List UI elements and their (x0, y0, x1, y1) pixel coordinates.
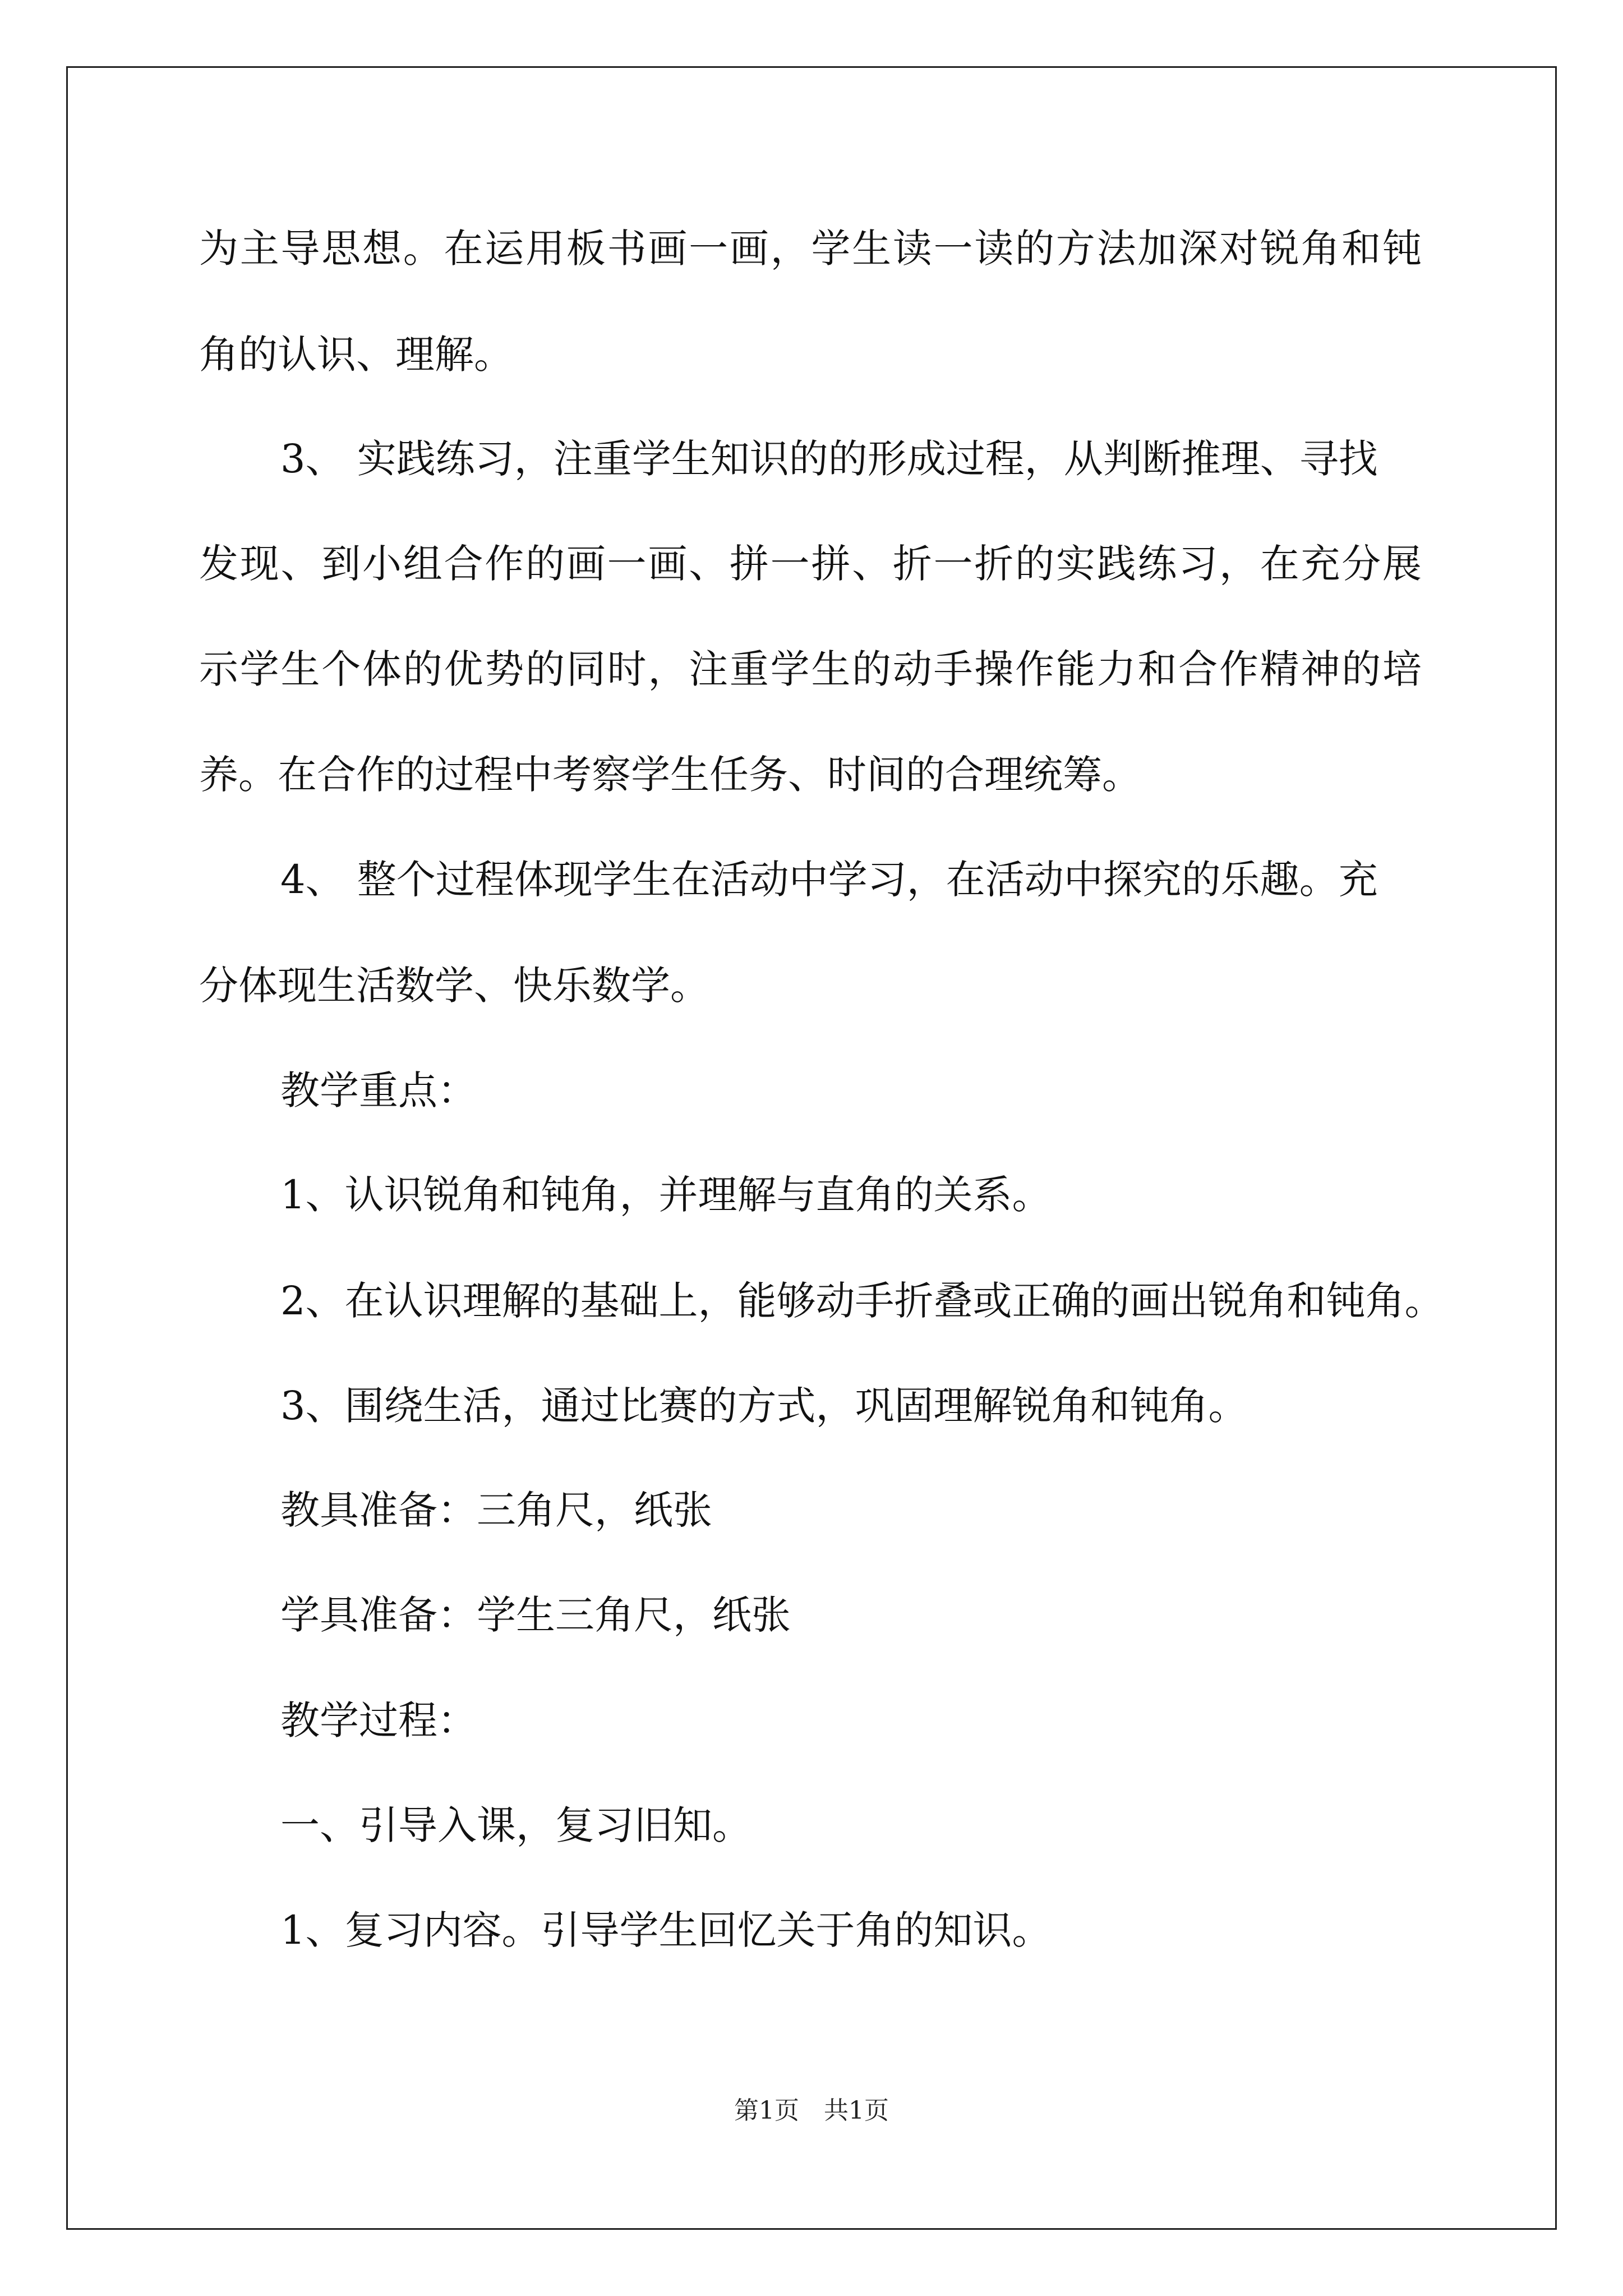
body-text-line-2: 角的认识、理解。 (199, 332, 513, 378)
body-text-line-6: 养。在合作的过程中考察学生任务、时间的合理统筹。 (199, 752, 1141, 798)
student-tools-line: 学具准备：学生三角尺，纸张 (280, 1592, 791, 1638)
section-heading-teaching-focus: 教学重点： (280, 1068, 477, 1114)
body-text-line-4: 发现、到小组合作的画一画、拼一拼、折一折的实践练习，在充分展 (199, 541, 1422, 587)
focus-item-2: 2、在认识理解的基础上，能够动手折叠或正确的画出锐角和钝角。 (280, 1278, 1444, 1324)
process-step-1: 一、引导入课，复习旧知。 (280, 1802, 751, 1848)
teaching-aids-line: 教具准备：三角尺，纸张 (280, 1487, 712, 1533)
body-text-line-5: 示学生个体的优势的同时，注重学生的动手操作能力和合作精神的培 (199, 646, 1422, 692)
body-text-line-1: 为主导思想。在运用板书画一画，学生读一读的方法加深对锐角和钝 (199, 226, 1422, 272)
focus-item-3: 3、围绕生活，通过比赛的方式，巩固理解锐角和钝角。 (280, 1383, 1248, 1429)
page-footer: 第1页 共1页 (734, 2096, 889, 2125)
body-text-line-7: 4、 整个过程体现学生在活动中学习，在活动中探究的乐趣。充 (280, 857, 1378, 903)
focus-item-1: 1、认识锐角和钝角，并理解与直角的关系。 (280, 1172, 1052, 1218)
body-text-line-8: 分体现生活数学、快乐数学。 (199, 963, 709, 1009)
section-heading-teaching-process: 教学过程： (280, 1697, 477, 1743)
body-text-line-3: 3、 实践练习，注重学生知识的的形成过程，从判断推理、寻找 (280, 436, 1378, 482)
process-step-1-item-1: 1、复习内容。引导学生回忆关于角的知识。 (280, 1907, 1052, 1953)
